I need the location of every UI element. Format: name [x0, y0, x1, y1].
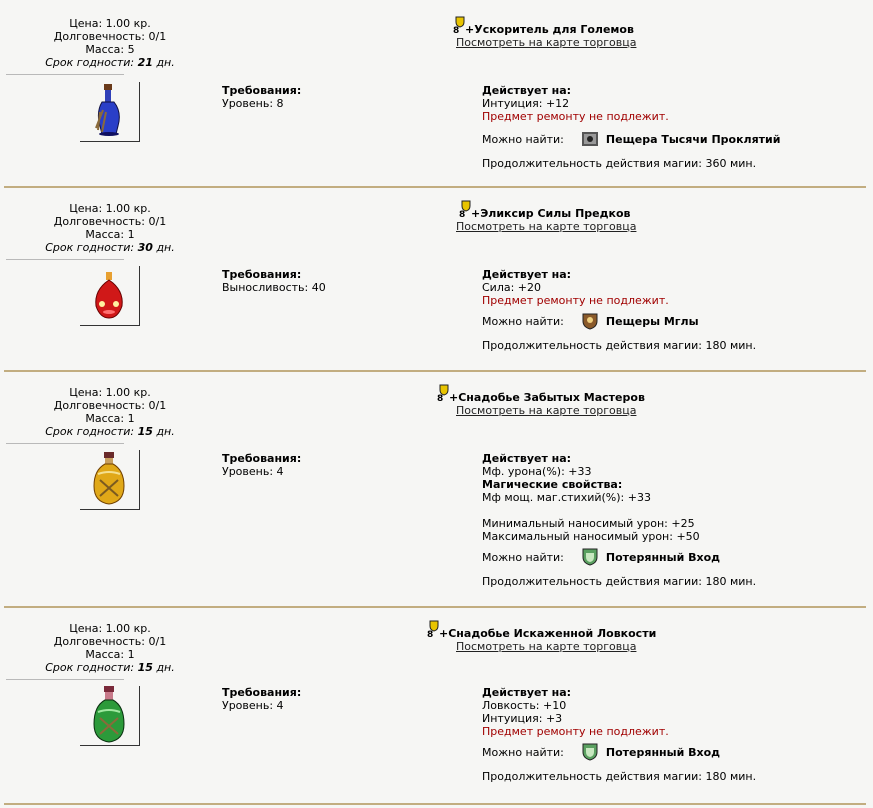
view-on-map-link[interactable]: Посмотреть на карте торговца [456, 640, 637, 653]
requirements: Требования: Уровень: 8 [222, 84, 302, 110]
mass-value: 1 [127, 648, 135, 661]
item-title: +Эликсир Силы Предков [471, 207, 631, 220]
durability-value: 0/1 [148, 215, 167, 228]
requirement-line: Выносливость: 40 [222, 281, 326, 294]
item-title-block [453, 16, 636, 49]
price-value: 1.00 кр. [105, 386, 151, 399]
effect-line: Интуиция: +3 [482, 712, 563, 725]
durability-value: 0/1 [148, 399, 167, 412]
duration: Продолжительность действия магии: 180 мин. [482, 339, 757, 352]
magic-props-title: Магические свойства: [482, 478, 623, 491]
duration: Продолжительность действия магии: 180 мин. [482, 770, 757, 783]
effect-line: Интуиция: +12 [482, 97, 570, 110]
separator [4, 606, 866, 608]
item-stats: Цена: 1.00 кр. Долговечность: 0/1 Масса: 1 Срок годности: 15 дн. [45, 622, 175, 674]
requirement-line: Уровень: 8 [222, 97, 284, 110]
price-value: 1.00 кр. [105, 622, 151, 635]
magic-line: Минимальный наносимый урон: +25 [482, 517, 695, 530]
separator [4, 186, 866, 188]
divider [6, 259, 124, 260]
item-title-block [456, 200, 637, 233]
item-title-block [427, 620, 656, 653]
view-on-map-link[interactable]: Посмотреть на карте торговца [456, 220, 637, 233]
item-title: +Ускоритель для Големов [465, 23, 634, 36]
durability-value: 0/1 [148, 635, 167, 648]
no-repair-note: Предмет ремонту не подлежит. [482, 110, 669, 123]
dark-cave-icon[interactable] [580, 129, 600, 149]
divider [6, 74, 124, 75]
magic-line: Мф мощ. маг.стихий(%): +33 [482, 491, 651, 504]
level-badge: 8 [453, 16, 465, 36]
no-repair-note: Предмет ремонту не подлежит. [482, 294, 669, 307]
effect-line: Сила: +20 [482, 281, 542, 294]
level-badge: 8 [437, 384, 449, 404]
requirements: Требования: Выносливость: 40 [222, 268, 326, 294]
expiry-value: 15 [137, 661, 153, 674]
expiry-value: 30 [137, 241, 153, 254]
effect-line: Мф. урона(%): +33 [482, 465, 592, 478]
location-name: Пещеры Мглы [605, 314, 699, 328]
find-row: Можно найти: Потерянный Вход [482, 740, 862, 764]
item-stats: Цена: 1.00 кр. Долговечность: 0/1 Масса: 1 Срок годности: 30 дн. [45, 202, 175, 254]
level-badge: 8 [459, 200, 471, 220]
view-on-map-link[interactable]: Посмотреть на карте торговца [456, 36, 637, 49]
requirements: Требования: Уровень: 4 [222, 686, 302, 712]
find-row: Можно найти: Пещеры Мглы [482, 309, 862, 333]
view-on-map-link[interactable]: Посмотреть на карте торговца [456, 404, 637, 417]
requirements: Требования: Уровень: 4 [222, 452, 302, 478]
blue-potion-icon[interactable] [80, 82, 140, 142]
item-stats: Цена: 1.00 кр. Долговечность: 0/1 Масса: 5 Срок годности: 21 дн. [45, 17, 175, 69]
green-shield-icon[interactable] [580, 742, 600, 762]
mass-value: 5 [127, 43, 135, 56]
yellow-potion-icon[interactable] [80, 450, 140, 510]
expiry-value: 21 [137, 56, 153, 69]
durability-value: 0/1 [148, 30, 167, 43]
price-value: 1.00 кр. [105, 202, 151, 215]
effects: Действует на: Мф. урона(%): +33 Магические свойства: Мф мощ. маг.стихий(%): +33 Минимальный наносимый урон: +25 Максимальный наносимый урон: +50 Можно найти: Потерянный Вход Продолжительность действия магии: 180 мин. [482, 452, 862, 588]
location-name: Потерянный Вход [605, 745, 721, 759]
expiry-value: 15 [137, 425, 153, 438]
price-value: 1.00 кр. [105, 17, 151, 30]
magic-line: Максимальный наносимый урон: +50 [482, 530, 700, 543]
separator [4, 370, 866, 372]
divider [6, 679, 124, 680]
requirement-line: Уровень: 4 [222, 699, 284, 712]
mass-value: 1 [127, 228, 135, 241]
red-potion-icon[interactable] [80, 266, 140, 326]
divider [6, 443, 124, 444]
green-shield-icon[interactable] [580, 547, 600, 567]
requirement-line: Уровень: 4 [222, 465, 284, 478]
mass-value: 1 [127, 412, 135, 425]
effects: Действует на: Ловкость: +10 Интуиция: +3 Предмет ремонту не подлежит. Можно найти: Потерянный Вход Продолжительность действия магии: 180 мин. [482, 686, 862, 783]
brown-cave-icon[interactable] [580, 311, 600, 331]
duration: Продолжительность действия магии: 180 мин. [482, 575, 757, 588]
find-row: Можно найти: Пещера Тысячи Проклятий [482, 127, 862, 151]
green-potion-icon[interactable] [80, 686, 140, 746]
level-badge: 8 [427, 620, 439, 640]
item-stats: Цена: 1.00 кр. Долговечность: 0/1 Масса: 1 Срок годности: 15 дн. [45, 386, 175, 438]
location-name: Потерянный Вход [605, 550, 721, 564]
find-row: Можно найти: Потерянный Вход [482, 545, 862, 569]
effects: Действует на: Сила: +20 Предмет ремонту не подлежит. Можно найти: Пещеры Мглы Продолжительность действия магии: 180 мин. [482, 268, 862, 352]
duration: Продолжительность действия магии: 360 мин. [482, 157, 757, 170]
no-repair-note: Предмет ремонту не подлежит. [482, 725, 669, 738]
location-name: Пещера Тысячи Проклятий [605, 132, 781, 146]
effects: Действует на: Интуиция: +12 Предмет ремонту не подлежит. Можно найти: Пещера Тысячи Проклятий Продолжительность действия магии: 360 мин. [482, 84, 862, 170]
separator [4, 803, 866, 805]
item-title: +Снадобье Забытых Мастеров [449, 391, 645, 404]
item-title: +Снадобье Искаженной Ловкости [439, 627, 657, 640]
effect-line: Ловкость: +10 [482, 699, 567, 712]
item-title-block [437, 384, 645, 417]
